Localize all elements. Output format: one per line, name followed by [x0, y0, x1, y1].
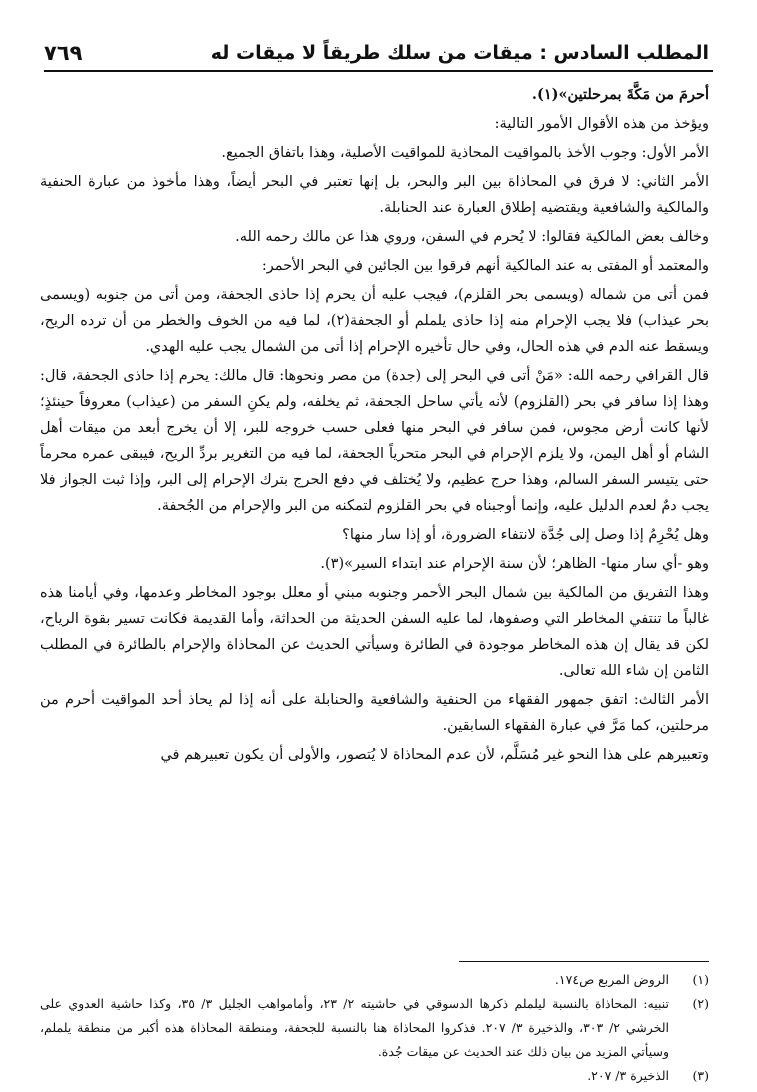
footnote-number: (٢) [692, 996, 709, 1011]
footnote-number: (٣) [692, 1068, 709, 1083]
paragraph: أحرمَ من مَكَّةَ بمرحلتين»(١). [531, 86, 709, 103]
footnote-text: الروض المربع ص١٧٤. [554, 972, 669, 987]
chapter-title: المطلب السادس : ميقات من سلك طريقاً لا ميقات له [210, 42, 709, 64]
paragraph: الأمر الثاني: لا فرق في المحاذاة بين البر والبحر، بل إنها تعتبر في البحر أيضاً، وهذا مأخوذ من عبارة الحنفية والمالكية والشافعية ويقتضيه إطلاق العبارة عند الحنابلة. [40, 174, 709, 216]
header-rule [44, 70, 713, 72]
footnotes [40, 968, 709, 1088]
running-header [44, 36, 709, 70]
footnote-separator [459, 961, 709, 962]
paragraph: ويؤخذ من هذه الأقوال الأمور التالية: [494, 116, 709, 132]
paragraph: الأمر الثالث: اتفق جمهور الفقهاء من الحنفية والشافعية والحنابلة على أنه إذا لم يحاذ أحد المواقيت أحرم من مرحلتين، كما مَرَّ في عبارة الفقهاء السابقين. [40, 692, 709, 734]
page-number: ٧٦٩ [44, 41, 83, 65]
footnote [40, 968, 709, 992]
footnote [40, 1064, 709, 1088]
paragraph: وهذا التفريق من المالكية بين شمال البحر الأحمر وجنوبه مبني أو معلل بوجود المخاطر وعدمها، وفي أيامنا هذه غالباً ما تنتفي المخاطر التي وصفوها، لما عليه السفن الحديثة من الحداثة، وأما القديمة فكانت تسير بقوة الرياح، لكن قد يقال إن هذه المخاطر موجودة في الطائرة وسيأتي الحديث عن المحاذاة والإحرام بالطائرة في المطلب الثامن إن شاء الله تعالى. [40, 585, 709, 679]
paragraph: وهو -أي سار منها- الظاهر؛ لأن سنة الإحرام عند ابتداء السير»(٣). [320, 556, 709, 572]
paragraph: وهل يُحْرِمُ إذا وصل إلى جُدَّة لانتفاء الضرورة، أو إذا سار منها؟ [342, 527, 709, 543]
footnote-text: الذخيرة ٣/ ٢٠٧. [587, 1068, 669, 1083]
main-text [40, 82, 709, 771]
paragraph: فمن أتى من شماله (ويسمى بحر القلزم)، فيجب عليه أن يحرم إذا حاذى الجحفة، ومن أتى من جنوبه (ويسمى بحر عيذاب) فلا يجب الإحرام منه إذا حاذى يلملم أو الجحفة(٢)، لما فيه من الخوف والخطر من أن ترده الريح، ويسقط عنه الدم في هذه الحال، وفي حال تأخيره الإحرام إذا أتى من الشمال يجب عليه الهدي. [40, 287, 709, 355]
paragraph: والمعتمد أو المفتى به عند المالكية أنهم فرقوا بين الجائين في البحر الأحمر: [261, 258, 709, 274]
footnote [40, 992, 709, 1064]
paragraph: وخالف بعض المالكية فقالوا: لا يُحرم في السفن، وروي هذا عن مالك رحمه الله. [235, 229, 709, 245]
paragraph: الأمر الأول: وجوب الأخذ بالمواقيت المحاذية للمواقيت الأصلية، وهذا باتفاق الجميع. [221, 145, 709, 161]
footnote-text: تنبيه: المحاذاة بالنسبة ليلملم ذكرها الدسوقي في حاشيته ٢/ ٢٣، وأمامواهب الجليل ٣/ ٣٥، وكذا حاشية العدوي على الخرشي ٢/ ٣٠٣، والذخيرة ٣/ ٢٠٧. فذكروا المحاذاة هنا بالنسبة للجحفة، ومنطقة المحاذاة هذه أكبر من منطقة يلملم، وسيأتي المزيد من بيان ذلك عند الحديث عن ميقات جُدة. [40, 996, 670, 1059]
paragraph: قال القرافي رحمه الله: «مَنْ أتى في البحر إلى (جدة) من مصر ونحوها: قال مالك: يحرم إذا حاذى الجحفة، قال: وهذا إذا سافر في بحر (القلزوم) لأنه يأتي ساحل الجحفة، ثم يخلفه، ولم يكنِ السفر من (عيذاب) معروفاً حينئذٍ؛ لأنها كانت أرض مجوس، فمن سافر في البحر منها فعلى حسب خروجه للبر، إلا أن يخرج أبعد من ميقات أهل الشام أو أهل اليمن، ولا يلزم الإحرام في البحر متحرياً الجحفة، لما فيه من التغرير بردِّ الريح، فيبقى عمره محرماً حتى يتيسر السفر السالم، وهذا حرج عظيم، ولا يُختلف في دفع الحرج بترك الإحرام إلى البر، وإذا ثبت الجواز فلا يجب دمٌ لعدم الدليل عليه، وإنما أوجبناه في بحر القلزوم لتمكنه من البر والإحرام من الجُحفة. [40, 368, 709, 514]
footnote-number: (١) [692, 972, 709, 987]
paragraph: وتعبيرهم على هذا النحو غير مُسَلَّم، لأن عدم المحاذاة لا يُتصور، والأولى أن يكون تعبيرهم في [160, 747, 709, 763]
